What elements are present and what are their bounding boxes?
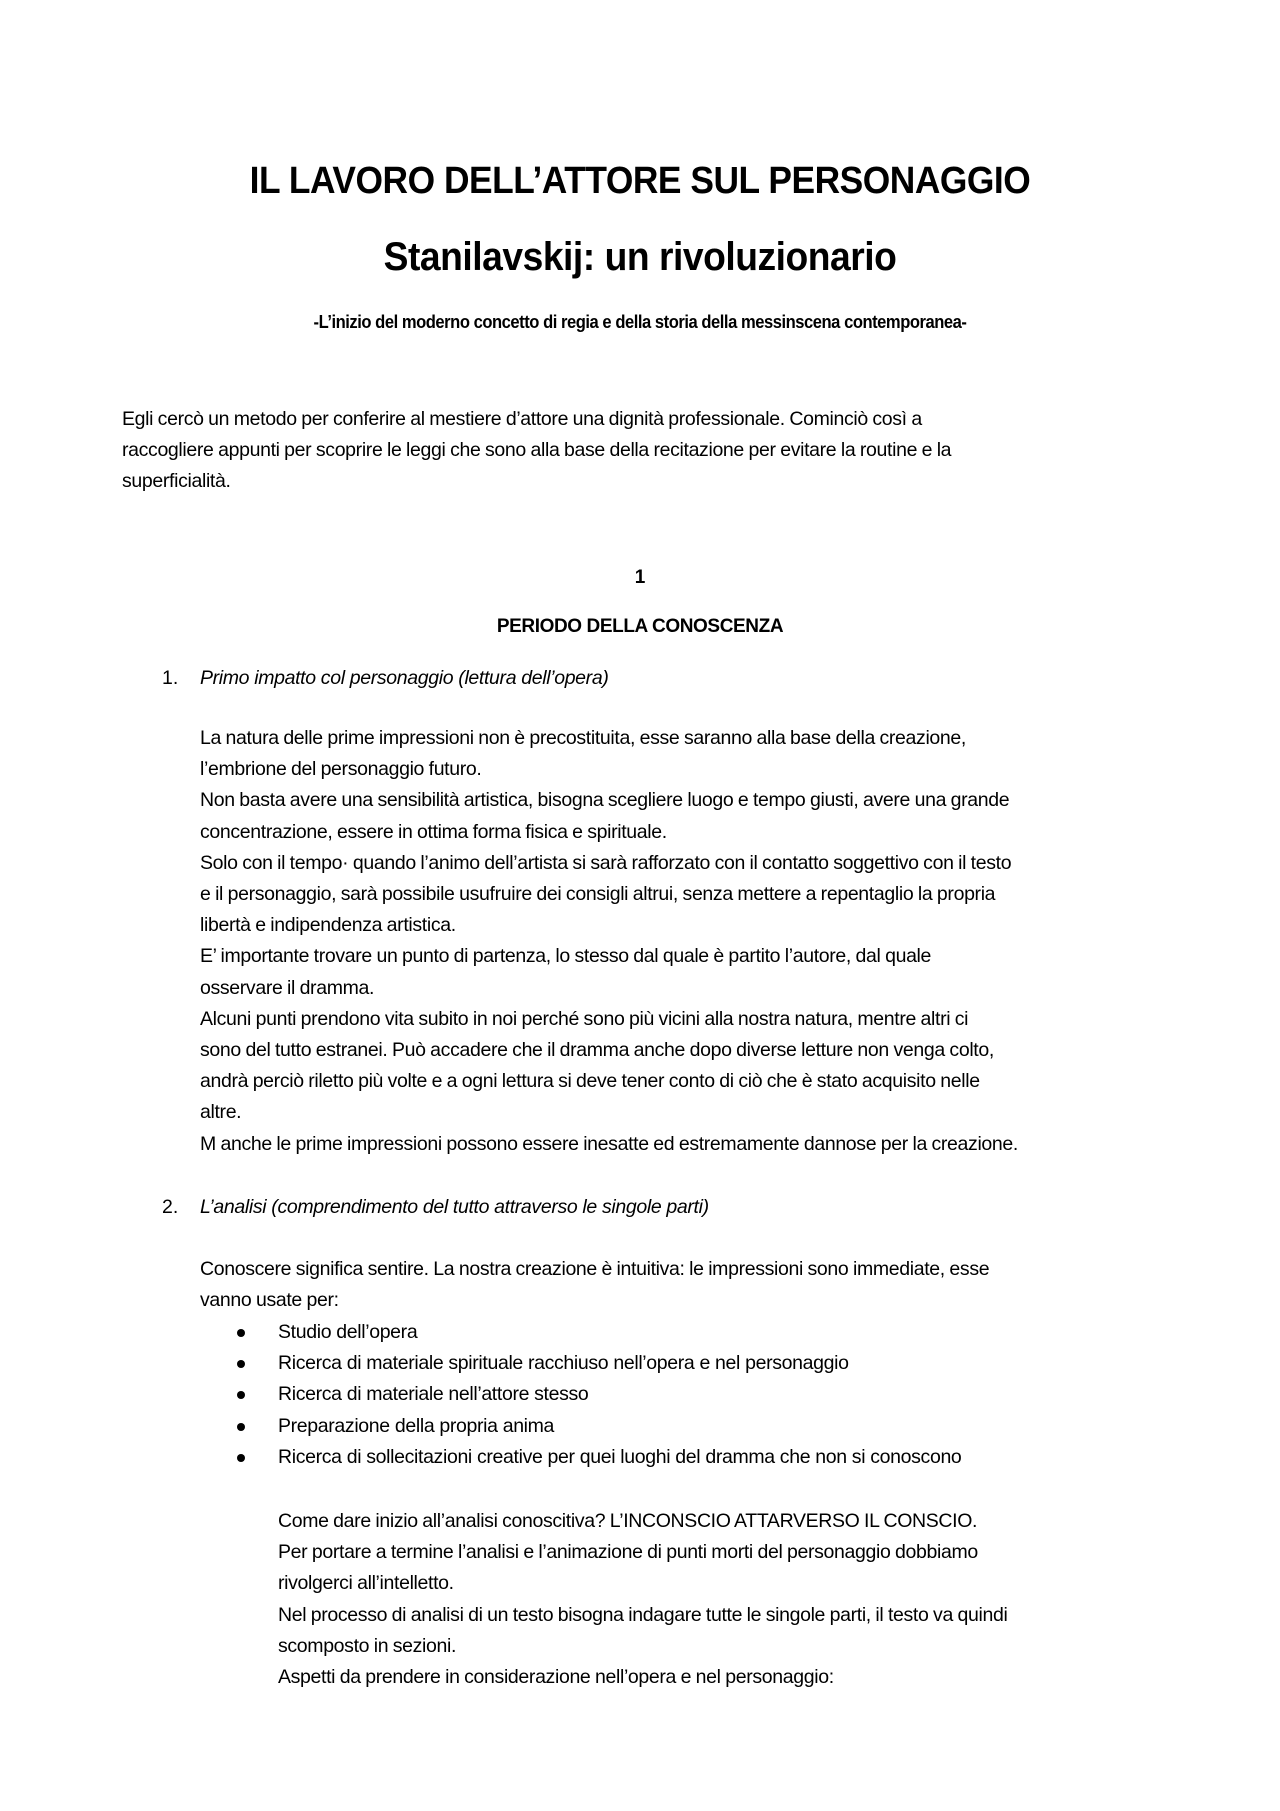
body-line: Per portare a termine l’analisi e l’animazione di punti morti del personaggio dobbiamo: [278, 1541, 978, 1564]
body-line: sono del tutto estranei. Può accadere che il dramma anche dopo diverse letture non venga colto,: [200, 1039, 994, 1062]
item-2-body: [200, 1254, 1180, 1316]
bullet-item: [234, 1348, 961, 1379]
bullet-icon: [237, 1423, 245, 1431]
intro-paragraph: [122, 404, 1152, 498]
list-item-heading: L’analisi (comprendimento del tutto attraverso le singole parti): [200, 1196, 709, 1218]
section-title: PERIODO DELLA CONOSCENZA: [496, 616, 784, 637]
body-line: Aspetti da prendere in considerazione nell’opera e nel personaggio:: [278, 1666, 834, 1689]
bullet-item: [234, 1442, 961, 1473]
bullet-icon: [237, 1329, 245, 1337]
bullet-item: [234, 1411, 961, 1442]
bullet-text: Ricerca di sollecitazioni creative per quei luoghi del dramma che non si conoscono: [278, 1445, 962, 1468]
item-2-continuation: [278, 1506, 1178, 1693]
document-tagline: -L’inizio del moderno concetto di regia e della storia della messinscena contemporanea-: [313, 312, 967, 332]
document-subtitle: Stanilavskij: un rivoluzionario: [383, 235, 897, 279]
item-1-body: [200, 723, 1180, 1160]
body-line: rivolgerci all’intelletto.: [278, 1572, 454, 1595]
body-line: libertà e indipendenza artistica.: [200, 914, 456, 937]
body-line: Alcuni punti prendono vita subito in noi perché sono più vicini alla nostra natura, mentre altri ci: [200, 1007, 969, 1030]
bullet-icon: [237, 1454, 245, 1462]
bullet-item: [234, 1379, 961, 1410]
section-number: 1: [634, 567, 646, 588]
body-line: Conoscere significa sentire. La nostra creazione è intuitiva: le impressioni sono immediate, esse: [200, 1258, 990, 1280]
body-line: Nel processo di analisi di un testo bisogna indagare tutte le singole parti, il testo va quindi: [278, 1603, 1008, 1626]
list-item-number: 1.: [162, 667, 179, 689]
bullet-text: Preparazione della propria anima: [278, 1414, 555, 1437]
body-line: concentrazione, essere in ottima forma fisica e spirituale.: [200, 820, 667, 843]
body-line: altre.: [200, 1101, 242, 1124]
body-line: osservare il dramma.: [200, 976, 375, 999]
body-line: vanno usate per:: [200, 1289, 339, 1312]
list-item-heading: Primo impatto col personaggio (lettura dell’opera): [200, 667, 609, 689]
body-line: Non basta avere una sensibilità artistica, bisogna scegliere luogo e tempo giusti, avere una grande: [200, 789, 1010, 812]
bullet-text: Ricerca di materiale spirituale racchiuso nell’opera e nel personaggio: [278, 1352, 849, 1375]
bullet-text: Ricerca di materiale nell’attore stesso: [278, 1383, 589, 1406]
body-line: Solo con il tempo· quando l’animo dell’artista si sarà rafforzato con il contatto soggettivo con il testo: [200, 851, 1012, 874]
body-line: Come dare inizio all’analisi conoscitiva? L’INCONSCIO ATTARVERSO IL CONSCIO.: [278, 1510, 978, 1532]
intro-line: superficialità.: [122, 470, 231, 493]
body-line: l’embrione del personaggio futuro.: [200, 758, 482, 781]
body-line: scomposto in sezioni.: [278, 1634, 457, 1657]
intro-line: Egli cercò un metodo per conferire al mestiere d’attore una dignità professionale. Cominciò così a: [122, 408, 922, 430]
bullet-text: Studio dell’opera: [278, 1321, 418, 1343]
bullet-icon: [237, 1360, 245, 1368]
bullet-list: [234, 1317, 961, 1473]
intro-line: raccogliere appunti per scoprire le leggi che sono alla base della recitazione per evitare la routine e la: [122, 439, 952, 462]
body-line: e il personaggio, sarà possibile usufruire dei consigli altrui, senza mettere a repentaglio la propria: [200, 883, 996, 906]
body-line: La natura delle prime impressioni non è precostituita, esse saranno alla base della creazione,: [200, 727, 966, 749]
list-item-number: 2.: [162, 1196, 179, 1218]
bullet-item: [234, 1317, 961, 1348]
document-title: IL LAVORO DELL’ATTORE SUL PERSONAGGIO: [249, 160, 1031, 202]
body-line: E’ importante trovare un punto di partenza, lo stesso dal quale è partito l’autore, dal quale: [200, 945, 932, 968]
body-line: M anche le prime impressioni possono essere inesatte ed estremamente dannose per la creazione.: [200, 1132, 1018, 1155]
bullet-icon: [237, 1391, 245, 1399]
body-line: andrà perciò riletto più volte e a ogni lettura si deve tener conto di ciò che è stato acquisito nelle: [200, 1070, 980, 1093]
